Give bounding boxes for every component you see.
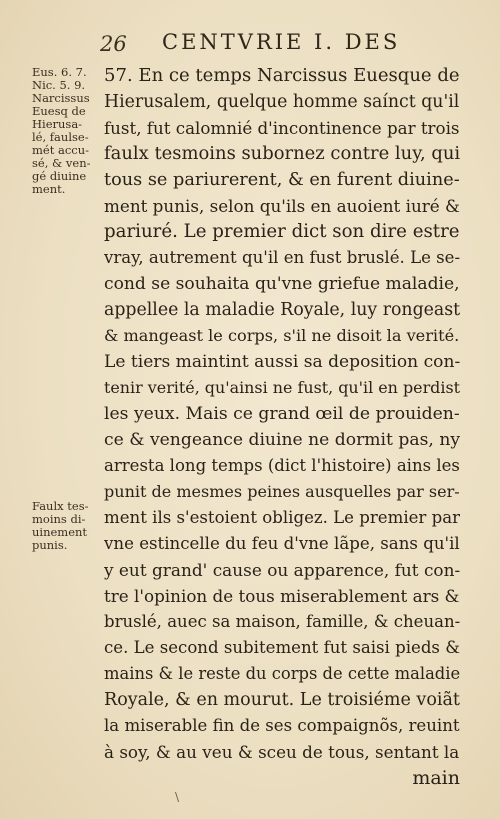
- text-line: cond se souhaita qu'vne griefue maladie,: [104, 274, 460, 294]
- text-line: appellee la maladie Royale, luy rongeast: [104, 300, 460, 320]
- text-line: ment punis, selon qu'ils en auoient iuré &: [104, 196, 460, 216]
- text-line: fust, fut calomnié d'incontinence par trois: [104, 118, 460, 138]
- text-line: Royale, & en mourut. Le troisiéme voiãt: [104, 690, 460, 710]
- margin-line: Nic. 5. 9.: [32, 78, 86, 92]
- margin-line: lé, faulse-: [32, 130, 89, 144]
- margin-line: mét accu-: [32, 143, 90, 157]
- text-line: tenir verité, qu'ainsi ne fust, qu'il en perdist: [104, 378, 460, 397]
- text-line: mains & le reste du corps de cette maladie: [104, 664, 460, 683]
- text-line: & mangeast le corps, s'il ne disoit la verité.: [104, 326, 460, 345]
- margin-line: punis.: [32, 538, 68, 552]
- margin-note-1: [32, 66, 100, 196]
- margin-line: sé, & ven-: [32, 156, 91, 170]
- text-line: les yeux. Mais ce grand œil de prouiden-: [104, 404, 460, 424]
- text-line: Hierusalem, quelque homme saínct qu'il: [104, 92, 460, 112]
- margin-line: gé diuine: [32, 169, 87, 183]
- main-text-block: [104, 63, 460, 791]
- text-line: y eut grand' cause ou apparence, fut con-: [104, 560, 460, 580]
- text-line: tous se pariurerent, & en furent diuine-: [104, 170, 460, 190]
- catchword: main: [412, 767, 460, 789]
- margin-line: Euesq de: [32, 104, 86, 118]
- text-line: à soy, & au veu & sceu de tous, sentant la: [104, 742, 460, 762]
- text-line: tre l'opinion de tous miserablement ars &: [104, 586, 460, 606]
- page-number: 26: [100, 32, 127, 56]
- page-header: [100, 30, 440, 60]
- margin-line: Hierusa-: [32, 117, 83, 131]
- text-line: punit de mesmes peines ausquelles par ser-: [104, 482, 460, 501]
- margin-note-2: [32, 500, 100, 552]
- running-head: CENTVRIE I. DES: [162, 30, 401, 54]
- text-line: Le tiers maintint aussi sa deposition con-: [104, 352, 460, 372]
- text-line: la miserable fin de ses compaignõs, reuint: [104, 716, 460, 735]
- text-line: ment ils s'estoient obligez. Le premier par: [104, 508, 460, 527]
- margin-line: moins di-: [32, 512, 86, 526]
- text-line: vne estincelle du feu d'vne lãpe, sans qu'il: [104, 534, 460, 553]
- text-line: pariuré. Le premier dict son dire estre: [104, 221, 460, 242]
- text-line: ce & vengeance diuine ne dormit pas, ny: [104, 430, 460, 450]
- text-line: bruslé, auec sa maison, famille, & cheuan-: [104, 612, 460, 631]
- margin-line: Faulx tes-: [32, 499, 89, 513]
- margin-line: Narcissus: [32, 91, 90, 105]
- text-line: arresta long temps (dict l'histoire) ains les: [104, 456, 460, 475]
- text-line: 57. En ce temps Narcissus Euesque de: [104, 65, 460, 86]
- margin-line: Eus. 6. 7.: [32, 65, 87, 79]
- stray-mark: \: [175, 790, 180, 804]
- margin-line: ment.: [32, 182, 66, 196]
- text-line: faulx tesmoins subornez contre luy, qui: [104, 143, 460, 164]
- text-line: ce. Le second subitement fut saisi pieds &: [104, 638, 460, 657]
- text-line: vray, autrement qu'il en fust bruslé. Le se-: [104, 248, 460, 267]
- margin-line: uinement: [32, 525, 88, 539]
